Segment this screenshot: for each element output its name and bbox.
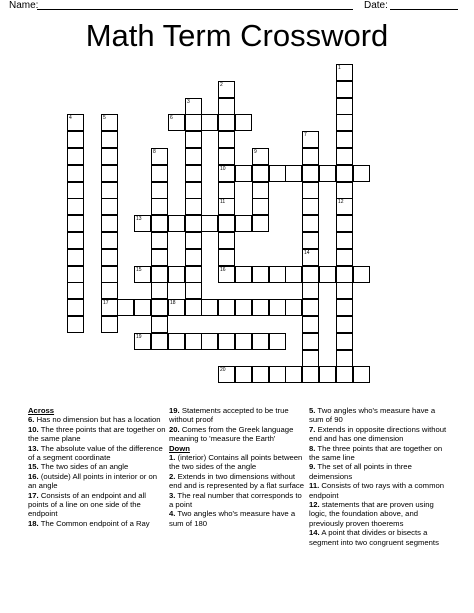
grid-cell[interactable] [67,215,84,232]
grid-cell[interactable] [168,114,185,131]
grid-cell[interactable] [336,131,353,148]
grid-cell[interactable] [168,333,185,350]
clue-number: 9 [254,149,257,155]
clue-number: 12 [338,199,344,205]
grid-cell[interactable] [252,165,269,182]
across-clue: 10. The three points that are together on the same plane [28,424,166,444]
grid-cell[interactable] [252,148,269,165]
grid-cell[interactable] [302,266,319,283]
grid-cell[interactable] [353,266,370,283]
grid-cell[interactable] [252,299,269,316]
grid-cell[interactable] [285,266,302,283]
grid-cell[interactable] [336,81,353,98]
clue-column-1 [28,406,166,528]
clue-number: 13 [136,216,142,222]
grid-cell[interactable] [151,249,168,266]
grid-cell[interactable] [218,81,235,98]
grid-cell[interactable] [336,198,353,215]
grid-cell[interactable] [101,266,118,283]
grid-cell[interactable] [319,165,336,182]
grid-cell[interactable] [185,249,202,266]
grid-cell[interactable] [67,131,84,148]
grid-cell[interactable] [185,148,202,165]
clue-number: 11 [220,199,226,205]
grid-cell[interactable] [218,131,235,148]
grid-cell[interactable] [67,249,84,266]
grid-cell[interactable] [302,366,319,383]
across-clue: 6. Has no dimension but has a location [28,415,161,425]
across-clue: 13. The absolute value of the difference of a segment coordinate [28,443,163,463]
clue-number: 10 [220,166,226,172]
grid-cell[interactable] [101,182,118,199]
clue-number: 18 [170,300,176,306]
clue-number: 5 [103,115,106,121]
across-clue: 15. The two sides of an angle [28,462,129,472]
grid-cell[interactable] [218,215,235,232]
grid-cell[interactable] [302,182,319,199]
across-clue: 17. Consists of an endpoint and all points of a line on one side of the endpoint [28,490,146,519]
grid-cell[interactable] [185,232,202,249]
grid-cell[interactable] [101,198,118,215]
down-clue: 14. A point that divides or bisects a segment into two congruent segments [309,528,439,547]
across-clue: 19. Statements accepted to be true without proof [169,406,289,425]
grid-cell[interactable] [235,266,252,283]
grid-cell[interactable] [101,282,118,299]
grid-cell[interactable] [252,182,269,199]
page-title: Math Term Crossword [85,18,389,53]
grid-cell[interactable] [235,299,252,316]
down-clue: 3. The real number that corresponds to a point [169,490,302,510]
grid-cell[interactable] [151,333,168,350]
grid-cell[interactable] [101,299,118,316]
across-clue: 16. (outside) All points in interior or on an angle [28,471,158,491]
grid-cell[interactable] [285,366,302,383]
across-clue: 18. The Common endpoint of a Ray [28,518,150,528]
grid-cell[interactable] [302,333,319,350]
grid-cell[interactable] [218,114,235,131]
down-clue: 8. The three points that are together on the same line [309,443,443,463]
grid-cell[interactable] [336,232,353,249]
grid-cell[interactable] [101,249,118,266]
grid-cell[interactable] [151,299,168,316]
clue-number: 16 [220,267,226,273]
grid-cell[interactable] [218,182,235,199]
grid-cell[interactable] [117,299,134,316]
grid-cell[interactable] [235,165,252,182]
grid-cell[interactable] [336,299,353,316]
clue-number: 2 [220,82,223,88]
grid-cell[interactable] [319,366,336,383]
grid-cell[interactable] [67,148,84,165]
grid-cell[interactable] [252,198,269,215]
clue-number: 19 [136,334,142,340]
grid-cell[interactable] [101,114,118,131]
name-label: Name: [9,0,39,11]
grid-cell[interactable] [101,215,118,232]
grid-cell[interactable] [336,98,353,115]
grid-cell[interactable] [67,266,84,283]
down-clue: 12. statements that are proven using logic, the foundation above, and previously proven thoerems [309,500,434,528]
grid-cell[interactable] [302,282,319,299]
grid-cell[interactable] [269,165,286,182]
grid-cell[interactable] [151,165,168,182]
grid-cell[interactable] [67,316,84,333]
grid-cell[interactable] [336,282,353,299]
grid-cell[interactable] [252,333,269,350]
grid-cell[interactable] [101,232,118,249]
grid-cell[interactable] [168,266,185,283]
grid-cell[interactable] [168,215,185,232]
grid-cell[interactable] [269,299,286,316]
grid-cell[interactable] [218,98,235,115]
grid-cell[interactable] [67,232,84,249]
clue-number: 3 [187,99,190,105]
grid-cell[interactable] [151,266,168,283]
grid-cell[interactable] [185,282,202,299]
grid-cell[interactable] [101,148,118,165]
grid-cell[interactable] [67,198,84,215]
grid-cell[interactable] [185,114,202,131]
down-clue: 11. Consists of two rays with a common endpoint [309,481,445,500]
grid-cell[interactable] [185,215,202,232]
clue-number: 17 [103,300,109,306]
grid-cell[interactable] [185,131,202,148]
grid-cell[interactable] [101,165,118,182]
clue-number: 14 [304,250,310,256]
grid-cell[interactable] [185,266,202,283]
grid-cell[interactable] [151,282,168,299]
grid-cell[interactable] [302,198,319,215]
grid-cell[interactable] [336,350,353,367]
across-heading: Across [28,406,55,415]
grid-cell[interactable] [218,232,235,249]
grid-cell[interactable] [134,333,151,350]
grid-cell[interactable] [218,148,235,165]
grid-cell[interactable] [185,299,202,316]
grid-cell[interactable] [185,182,202,199]
grid-cell[interactable] [336,64,353,81]
grid-cell[interactable] [336,215,353,232]
clue-number: 6 [170,115,173,121]
grid-cell[interactable] [336,114,353,131]
grid-cell[interactable] [201,333,218,350]
across-clue: 20. Comes from the Greek language meaning to 'measure the Earth' [169,424,294,444]
clue-number: 8 [153,149,156,155]
grid-cell[interactable] [252,215,269,232]
grid-cell[interactable] [302,299,319,316]
grid-cell[interactable] [218,165,235,182]
grid-cell[interactable] [218,299,235,316]
grid-cell[interactable] [235,114,252,131]
down-clue: 1. (interior) Contains all points between the two sides of the angle [169,453,303,472]
down-clue: 2. Extends in two dimensions without end and is represented by a flat surface [169,471,305,491]
clue-number: 7 [304,132,307,138]
clue-number: 15 [136,267,142,273]
grid-cell[interactable] [67,165,84,182]
grid-cell[interactable] [269,266,286,283]
grid-cell[interactable] [218,333,235,350]
down-clue: 9. The set of all points in three deimensions [309,462,412,481]
grid-cell[interactable] [151,215,168,232]
grid-cell[interactable] [235,215,252,232]
grid-cell[interactable] [269,333,286,350]
grid-cell[interactable] [252,366,269,383]
grid-cell[interactable] [101,131,118,148]
grid-cell[interactable] [201,299,218,316]
date-field[interactable] [390,9,458,10]
grid-cell[interactable] [67,282,84,299]
grid-cell[interactable] [201,215,218,232]
grid-cell[interactable] [319,266,336,283]
down-clue: 4. Two angles who's measure have a sum of 180 [169,509,296,528]
clue-number: 20 [220,367,226,373]
grid-cell[interactable] [218,366,235,383]
grid-cell[interactable] [134,215,151,232]
grid-cell[interactable] [185,333,202,350]
grid-cell[interactable] [67,114,84,131]
grid-cell[interactable] [67,182,84,199]
down-clue: 7. Extends in opposite directions without end and has one dimension [309,424,447,444]
grid-cell[interactable] [67,299,84,316]
grid-cell[interactable] [151,148,168,165]
grid-cell[interactable] [218,266,235,283]
grid-cell[interactable] [218,249,235,266]
grid-cell[interactable] [151,232,168,249]
grid-cell[interactable] [302,232,319,249]
grid-cell[interactable] [134,299,151,316]
grid-cell[interactable] [302,249,319,266]
grid-cell[interactable] [185,98,202,115]
grid-cell[interactable] [185,198,202,215]
grid-cell[interactable] [201,114,218,131]
clue-number: 1 [338,65,341,71]
grid-cell[interactable] [302,350,319,367]
clue-number: 4 [69,115,72,121]
grid-cell[interactable] [252,266,269,283]
grid-cell[interactable] [151,182,168,199]
grid-cell[interactable] [336,266,353,283]
grid-cell[interactable] [302,316,319,333]
clue-column-2 [169,406,305,528]
grid-cell[interactable] [285,165,302,182]
grid-cell[interactable] [336,148,353,165]
grid-cell[interactable] [336,249,353,266]
grid-cell[interactable] [235,333,252,350]
grid-cell[interactable] [101,316,118,333]
grid-cell[interactable] [302,215,319,232]
grid-cell[interactable] [185,165,202,182]
grid-cell[interactable] [302,131,319,148]
date-label: Date: [364,0,388,11]
grid-cell[interactable] [302,148,319,165]
grid-cell[interactable] [151,316,168,333]
grid-cell[interactable] [134,266,151,283]
grid-cell[interactable] [336,366,353,383]
grid-cell[interactable] [353,366,370,383]
grid-cell[interactable] [218,198,235,215]
down-heading: Down [169,443,190,453]
grid-cell[interactable] [285,299,302,316]
grid-cell[interactable] [336,182,353,199]
grid-cell[interactable] [235,366,252,383]
grid-cell[interactable] [336,333,353,350]
grid-cell[interactable] [269,366,286,383]
grid-cell[interactable] [168,299,185,316]
grid-cell[interactable] [336,165,353,182]
down-clue: 5. Two angles who's measure have a sum of 90 [309,406,436,425]
grid-cell[interactable] [336,316,353,333]
grid-cell[interactable] [302,165,319,182]
name-field[interactable] [37,9,353,10]
clue-column-3 [309,406,449,547]
grid-cell[interactable] [353,165,370,182]
grid-cell[interactable] [151,198,168,215]
